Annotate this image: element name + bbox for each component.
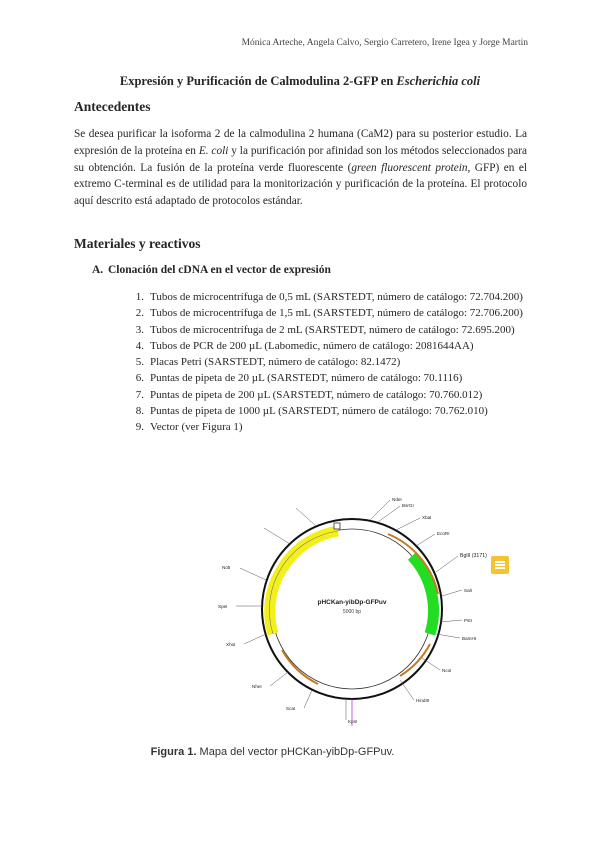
heading-materiales: Materiales y reactivos (74, 236, 201, 251)
list-item-text: Vector (ver Figura 1) (150, 421, 243, 434)
plasmid-name: pHCKan-yibDp-GFPuv (317, 599, 387, 606)
paragraph-part: , GFP) en el extremo C-terminal es de utilidad para la monitorización y purificación de la proteína. El protocolo aquí descrito está adaptado de protocolos estándar. (74, 161, 527, 208)
list-item (128, 322, 528, 338)
list-item (128, 305, 528, 321)
site-label-kpni: KpnI (348, 719, 358, 724)
site-label-sali: SalI (464, 588, 472, 593)
list-item-text: Tubos de PCR de 200 µL (Labomedic, número de catálogo: 2081644AA) (150, 339, 474, 352)
list-item-text: Puntas de pipeta de 1000 µL (SARSTEDT, número de catálogo: 70.762.010) (150, 405, 488, 418)
caption-text: Mapa del vector pHCKan-yibDp-GFPuv. (196, 746, 395, 758)
list-item-number: 4. (135, 339, 144, 352)
list-item (128, 419, 528, 435)
heading-antecedentes: Antecedentes (74, 99, 151, 114)
gfp-feature-arc (412, 556, 434, 634)
site-label-spei: SpeI (218, 604, 228, 609)
site-label-nhei: NheI (252, 684, 262, 689)
list-item-number: 3. (135, 323, 144, 336)
plasmid-map-figure (200, 494, 510, 734)
list-item (128, 289, 528, 305)
paragraph-part: Se desea purificar la isoforma 2 de la calmodulina 2 humana (CaM2) para su posterior estudio. La expresión de la proteína en (74, 128, 527, 157)
subsection-title: Clonación del cDNA en el vector de expresión (108, 264, 331, 276)
list-item-number: 1. (135, 291, 144, 303)
figure-caption (0, 746, 545, 758)
site-label-noti: NotI (222, 565, 231, 570)
paragraph-italic: E. coli (198, 144, 229, 157)
subsection-letter: A. (92, 264, 104, 276)
site-label-bglii: BglII (3171) (460, 553, 487, 559)
site-label-bamhi: BamHI (462, 636, 477, 641)
site-label-ndei: NdeI (392, 497, 402, 502)
list-item-number: 5. (135, 356, 144, 369)
list-item-number: 8. (135, 405, 144, 418)
site-label-bsrgi: BsrGI (402, 503, 414, 508)
plasmid-size: 5000 bp (342, 609, 362, 615)
site-label-hindiii: HindIII (416, 698, 430, 703)
list-item (128, 354, 528, 370)
site-label-ecori: EcoRI (437, 531, 450, 536)
list-item (128, 387, 528, 403)
list-item-text: Puntas de pipeta de 200 µL (SARSTEDT, número de catálogo: 70.760.012) (150, 388, 483, 401)
paragraph-antecedentes (74, 126, 527, 210)
page-title (0, 74, 600, 89)
comment-icon[interactable] (491, 556, 509, 574)
caption-label: Figura 1. (150, 746, 197, 758)
site-label-ncoi: NcoI (442, 668, 452, 673)
author-list: Mónica Arteche, Angela Calvo, Sergio Carretero, Irene Igea y Jorge Martin (241, 38, 528, 48)
list-item-text: Tubos de microcentrífuga de 2 mL (SARSTEDT, número de catálogo: 72.695.200) (150, 323, 515, 336)
paragraph-part: y la purificación por afinidad son los métodos seleccionados para su obtención. La fusión de la proteína verde fluorescente ( (74, 144, 527, 174)
site-label-xbai: XbaI (422, 515, 432, 520)
title-main: Expresión y Purificación de Calmodulina 2-GFP en (119, 74, 397, 88)
list-item-text: Tubos de microcentrífuga de 1,5 mL (SARSTEDT, número de catálogo: 72.706.200) (150, 307, 523, 320)
subsection-heading (92, 264, 331, 276)
list-item-text: Tubos de microcentrífuga de 0,5 mL (SARSTEDT, número de catálogo: 72.704.200) (150, 291, 523, 303)
paragraph-italic: green fluorescent protein (351, 161, 468, 174)
list-item-number: 7. (135, 388, 144, 401)
list-item-text: Puntas de pipeta de 20 µL (SARSTEDT, número de catálogo: 70.1116) (150, 372, 463, 385)
list-item-text: Placas Petri (SARSTEDT, número de catálogo: 82.1472) (150, 356, 401, 369)
list-item (128, 370, 528, 386)
site-label-xhoi: XhoI (226, 642, 236, 647)
feature-marker (334, 523, 340, 529)
list-item (128, 403, 528, 419)
list-item-number: 9. (135, 421, 144, 434)
materials-list (128, 289, 528, 436)
title-organism: Escherichia coli (396, 74, 481, 88)
site-label-scai: ScaI (286, 706, 296, 711)
kanr-feature-arc (282, 531, 338, 569)
list-item-number: 2. (135, 307, 144, 320)
site-label-psti: PstI (464, 618, 472, 623)
list-item (128, 338, 528, 354)
list-item-number: 6. (135, 372, 144, 385)
